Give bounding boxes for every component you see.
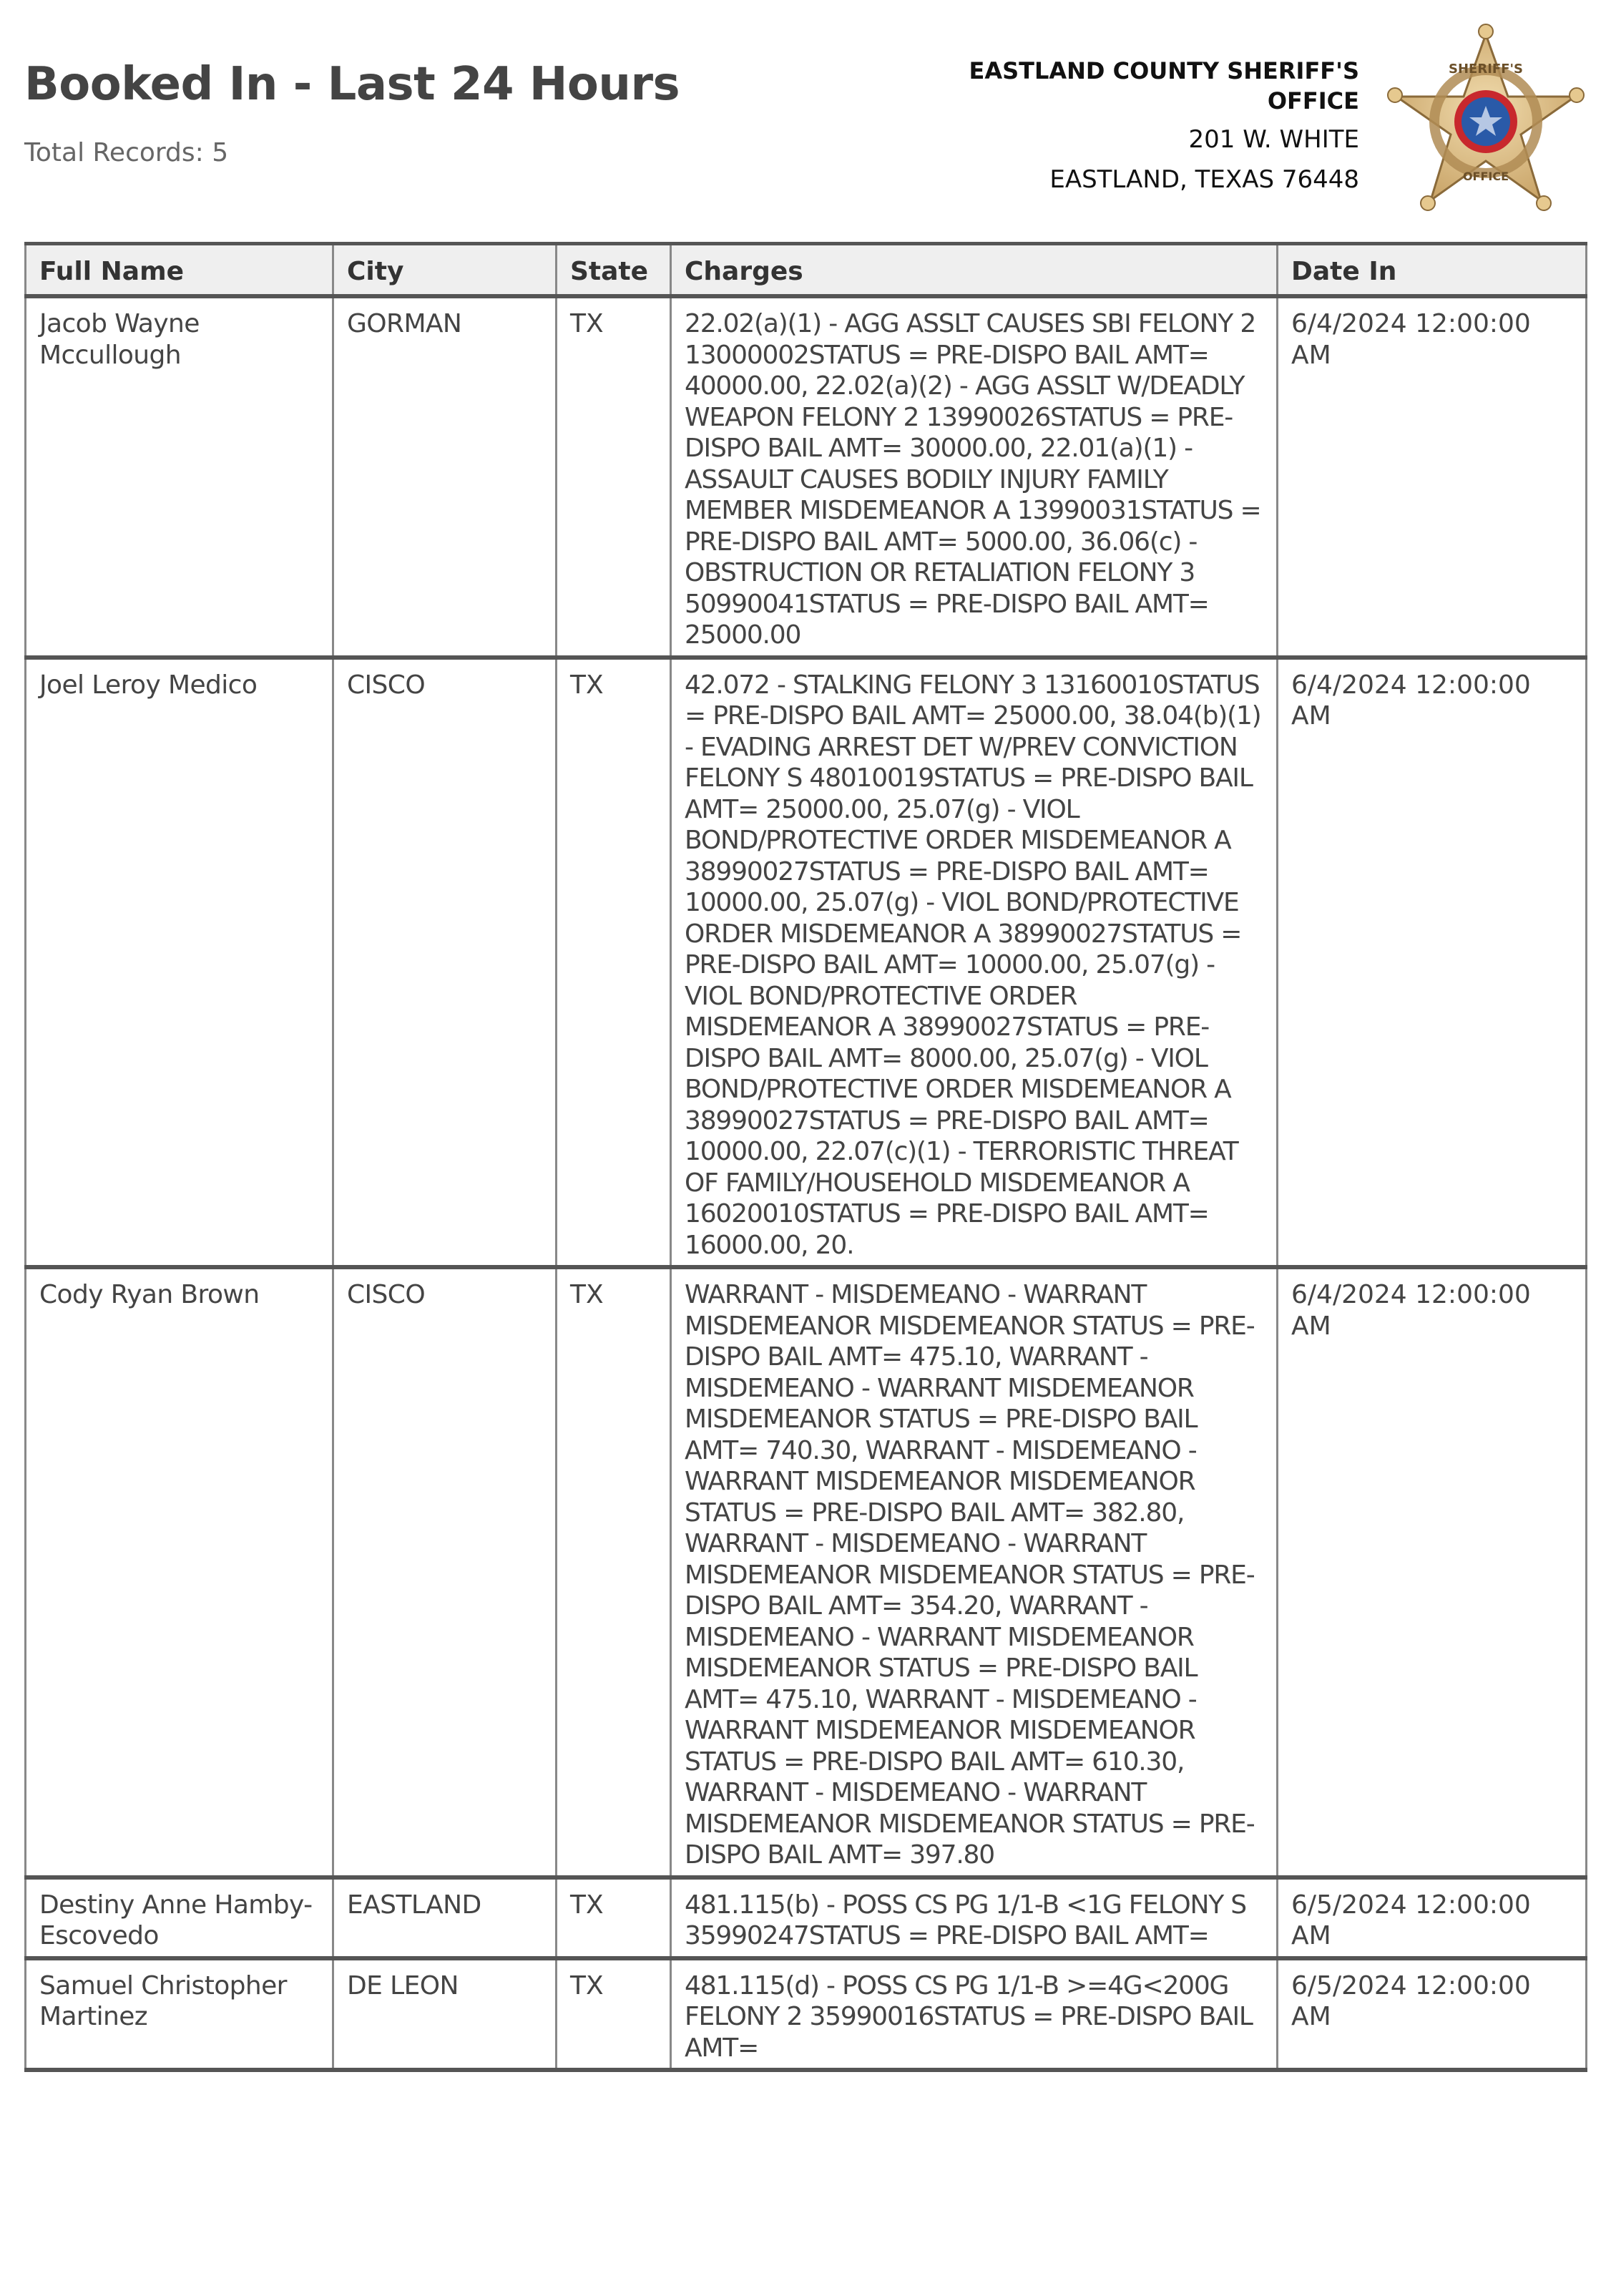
agency-name	[916, 56, 1359, 116]
page-title: Booked In - Last 24 Hours	[24, 58, 680, 111]
table-row	[26, 1958, 1587, 2071]
cell-city: DE LEON	[333, 1958, 557, 2071]
cell-state: TX	[557, 658, 671, 1268]
table-row	[26, 1267, 1587, 1877]
total-records-count: Total Records: 5	[24, 138, 229, 167]
cell-charges: 22.02(a)(1) - AGG ASSLT CAUSES SBI FELONY 2 13000002STATUS = PRE-DISPO BAIL AMT= 40000.00, 22.02(a)(2) - AGG ASSLT W/DEADLY WEAPON FELONY 2 13990026STATUS = PRE-DISPO BAIL AMT= 30000.00, 22.01(a)(1) - ASSAULT CAUSES BODILY INJURY FAMILY MEMBER MISDEMEANOR A 13990031STATUS = PRE-DISPO BAIL AMT= 5000.00, 36.06(c) - OBSTRUCTION OR RETALIATION FELONY 3 50990041STATUS = PRE-DISPO BAIL AMT= 25000.00	[671, 296, 1278, 658]
table-row	[26, 296, 1587, 658]
table-row	[26, 1877, 1587, 1958]
cell-full-name: Destiny Anne Hamby-Escovedo	[26, 1877, 333, 1958]
cell-date-in: 6/5/2024 12:00:00 AM	[1278, 1958, 1587, 2071]
cell-charges: 481.115(d) - POSS CS PG 1/1-B >=4G<200G FELONY 2 35990016STATUS = PRE-DISPO BAIL AMT=	[671, 1958, 1278, 2071]
sheriff-star-badge-icon	[1382, 21, 1590, 216]
cell-city: EASTLAND	[333, 1877, 557, 1958]
column-header-full-name: Full Name	[26, 244, 333, 297]
agency-name-text: EASTLAND COUNTY SHERIFF'S OFFICE	[969, 57, 1359, 114]
svg-text:SHERIFF'S: SHERIFF'S	[1449, 62, 1523, 77]
column-header-state: State	[557, 244, 671, 297]
column-header-date-in: Date In	[1278, 244, 1587, 297]
cell-city: CISCO	[333, 658, 557, 1268]
bookings-table	[24, 242, 1587, 2072]
address-city-state-zip: EASTLAND, TEXAS 76448	[1049, 165, 1359, 194]
cell-date-in: 6/4/2024 12:00:00 AM	[1278, 296, 1587, 658]
cell-charges: 42.072 - STALKING FELONY 3 13160010STATUS = PRE-DISPO BAIL AMT= 25000.00, 38.04(b)(1) - EVADING ARREST DET W/PREV CONVICTION FELONY S 48010019STATUS = PRE-DISPO BAIL AMT= 25000.00, 25.07(g) - VIOL BOND/PROTECTIVE ORDER MISDEMEANOR A 38990027STATUS = PRE-DISPO BAIL AMT= 10000.00, 25.07(g) - VIOL BOND/PROTECTIVE ORDER MISDEMEANOR A 38990027STATUS = PRE-DISPO BAIL AMT= 10000.00, 25.07(g) - VIOL BOND/PROTECTIVE ORDER MISDEMEANOR A 38990027STATUS = PRE-DISPO BAIL AMT= 8000.00, 25.07(g) - VIOL BOND/PROTECTIVE ORDER MISDEMEANOR A 38990027STATUS = PRE-DISPO BAIL AMT= 10000.00, 22.07(c)(1) - TERRORISTIC THREAT OF FAMILY/HOUSEHOLD MISDEMEANOR A 16020010STATUS = PRE-DISPO BAIL AMT= 16000.00, 20.	[671, 658, 1278, 1268]
agency-address-block	[916, 56, 1359, 195]
cell-date-in: 6/4/2024 12:00:00 AM	[1278, 1267, 1587, 1877]
report-header	[0, 0, 1611, 236]
cell-full-name: Joel Leroy Medico	[26, 658, 333, 1268]
column-header-city: City	[333, 244, 557, 297]
cell-state: TX	[557, 1958, 671, 2071]
cell-state: TX	[557, 1877, 671, 1958]
cell-date-in: 6/5/2024 12:00:00 AM	[1278, 1877, 1587, 1958]
cell-charges: 481.115(b) - POSS CS PG 1/1-B <1G FELONY S 35990247STATUS = PRE-DISPO BAIL AMT=	[671, 1877, 1278, 1958]
cell-date-in: 6/4/2024 12:00:00 AM	[1278, 658, 1587, 1268]
address-street: 201 W. WHITE	[1188, 125, 1359, 154]
table-row	[26, 658, 1587, 1268]
cell-city: CISCO	[333, 1267, 557, 1877]
cell-state: TX	[557, 296, 671, 658]
cell-full-name: Cody Ryan Brown	[26, 1267, 333, 1877]
column-header-charges: Charges	[671, 244, 1278, 297]
table-header-row	[26, 244, 1587, 297]
cell-charges: WARRANT - MISDEMEANO - WARRANT MISDEMEANOR MISDEMEANOR STATUS = PRE-DISPO BAIL AMT= 475.10, WARRANT - MISDEMEANO - WARRANT MISDEMEANOR MISDEMEANOR STATUS = PRE-DISPO BAIL AMT= 740.30, WARRANT - MISDEMEANO - WARRANT MISDEMEANOR MISDEMEANOR STATUS = PRE-DISPO BAIL AMT= 382.80, WARRANT - MISDEMEANO - WARRANT MISDEMEANOR MISDEMEANOR STATUS = PRE-DISPO BAIL AMT= 354.20, WARRANT - MISDEMEANO - WARRANT MISDEMEANOR MISDEMEANOR STATUS = PRE-DISPO BAIL AMT= 475.10, WARRANT - MISDEMEANO - WARRANT MISDEMEANOR MISDEMEANOR STATUS = PRE-DISPO BAIL AMT= 610.30, WARRANT - MISDEMEANO - WARRANT MISDEMEANOR MISDEMEANOR STATUS = PRE-DISPO BAIL AMT= 397.80	[671, 1267, 1278, 1877]
cell-state: TX	[557, 1267, 671, 1877]
svg-text:OFFICE: OFFICE	[1462, 170, 1509, 183]
cell-city: GORMAN	[333, 296, 557, 658]
cell-full-name: Jacob Wayne Mccullough	[26, 296, 333, 658]
cell-full-name: Samuel Christopher Martinez	[26, 1958, 333, 2071]
